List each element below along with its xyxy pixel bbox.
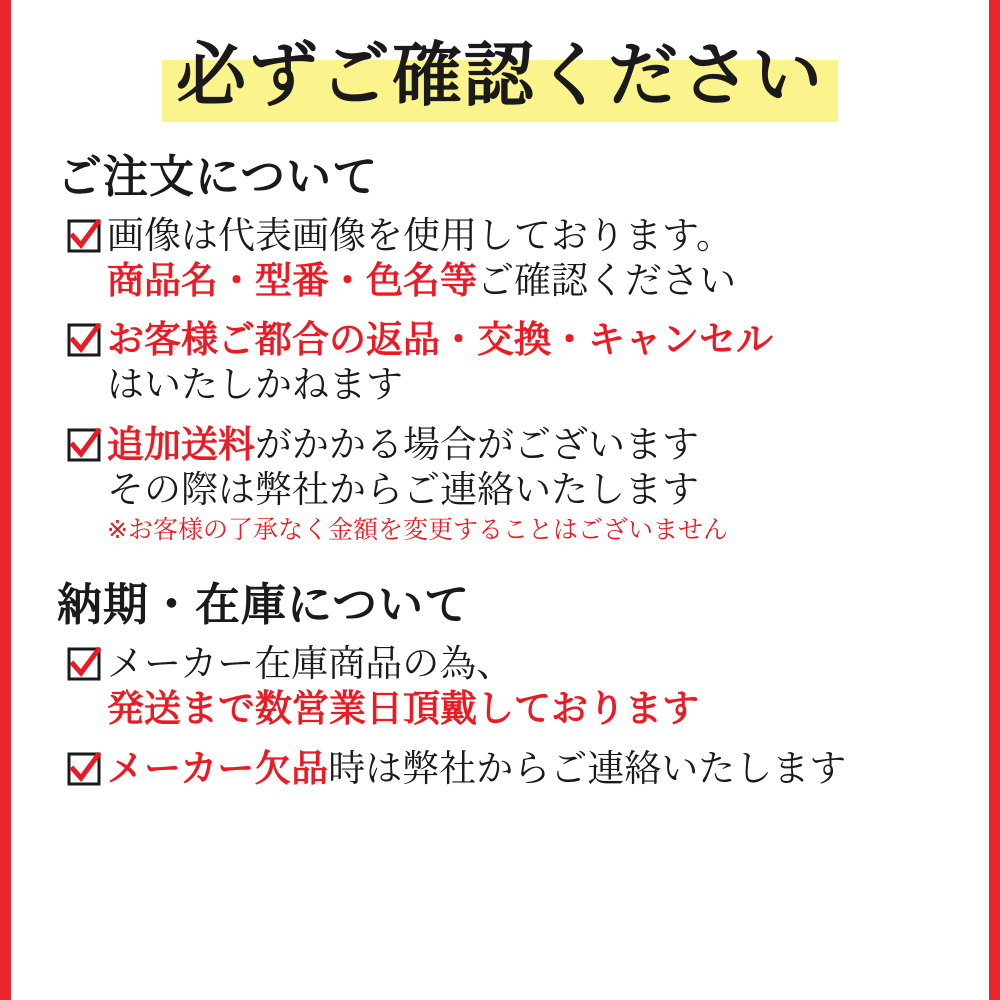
section-heading-delivery: 納期・在庫について xyxy=(57,578,471,632)
page-title-wrap xyxy=(39,34,961,116)
right-red-border xyxy=(989,0,1000,1000)
list-item-text xyxy=(107,213,961,303)
checkbox-checked-icon xyxy=(67,428,101,462)
list-item-line: その際は弊社からご連絡いたします xyxy=(107,467,699,511)
list-item-line: お客様ご都合の返品・交換・キャンセル xyxy=(107,318,773,362)
checkbox-checked-icon xyxy=(67,219,101,253)
page-title-text: 必ずご確認ください xyxy=(176,34,824,116)
list-item-text xyxy=(107,746,961,791)
list-item xyxy=(67,317,961,407)
list-item xyxy=(67,641,961,731)
emphasis-black: がかかる場合がございます xyxy=(255,422,699,466)
emphasis-red: メーカー欠品 xyxy=(107,746,329,790)
left-red-border xyxy=(0,0,11,1000)
emphasis-black: 時は弊社からご連絡いたします xyxy=(328,746,847,790)
notice-content xyxy=(11,0,989,1000)
section-heading-order: ご注文について xyxy=(57,150,379,203)
checkbox-checked-icon xyxy=(67,323,101,357)
page-title xyxy=(162,34,838,116)
list-item-line: 画像は代表画像を使用しております。 xyxy=(107,214,734,257)
list-item-line xyxy=(107,258,961,303)
list-item-text xyxy=(107,422,961,547)
list-item xyxy=(67,746,961,791)
list-item-line xyxy=(107,746,961,791)
emphasis-black: ご確認ください xyxy=(477,259,736,303)
list-item-note: ※お客様の了承なく金額を変更することはございません xyxy=(107,514,728,544)
list-item-line: メーカー在庫商品の為、 xyxy=(107,642,514,686)
list-item xyxy=(67,213,961,303)
checkbox-checked-icon xyxy=(67,647,101,681)
list-item-line: 発送まで数営業日頂戴しております xyxy=(107,687,699,731)
list-item-line: はいたしかねます xyxy=(107,363,403,407)
emphasis-red: 追加送料 xyxy=(107,422,255,466)
list-item-text xyxy=(107,641,961,731)
list-item-text xyxy=(107,317,961,407)
checkbox-checked-icon xyxy=(67,752,101,786)
list-item-line xyxy=(107,422,961,467)
list-item xyxy=(67,422,961,547)
emphasis-red: 商品名・型番・色名等 xyxy=(107,259,477,303)
